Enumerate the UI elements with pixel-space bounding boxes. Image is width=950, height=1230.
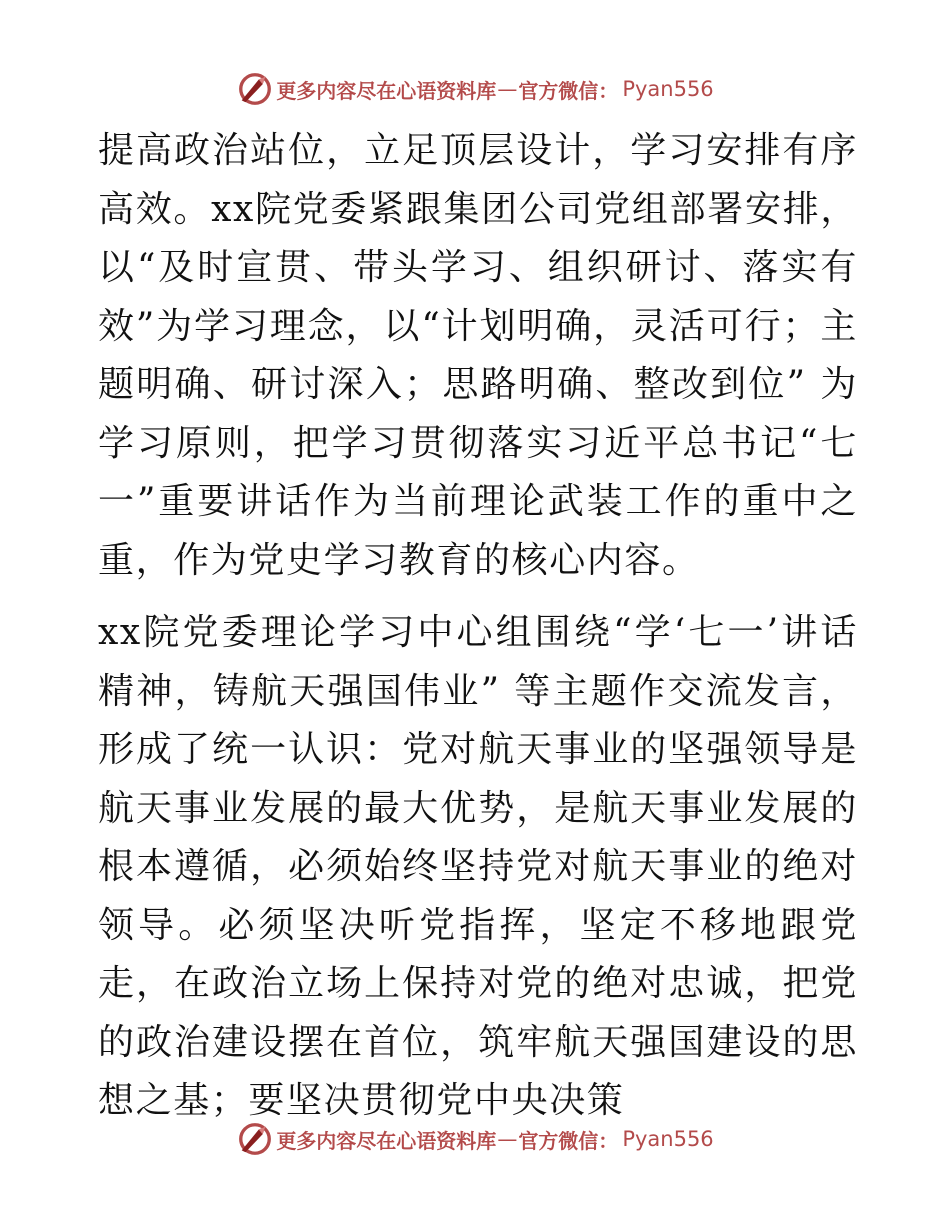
watermark-dash: — <box>497 1127 518 1151</box>
header-watermark <box>0 67 950 111</box>
pen-logo-icon <box>236 1120 274 1158</box>
watermark-wechat-id: Pyan556 <box>622 1127 714 1151</box>
watermark-text: 更多内容尽在心语资料库 <box>276 1128 497 1153</box>
watermark-wechat-label: 官方微信： <box>518 78 619 103</box>
document-body <box>98 122 858 1131</box>
paragraph-1: 提高政治站位，立足顶层设计，学习安排有序高效。xx院党委紧跟集团公司党组部署安排，以“及时宣贯、带头学习、组织研讨、落实有效”为学习理念，以“计划明确，灵活可行；主题明确、研讨深入；思路明确、整改到位” 为学习原则，把学习贯彻落实习近平总书记“七一”重要讲话作为当前理论武装工作的重中之重，作为党史学习教育的核心内容。 <box>98 130 858 581</box>
watermark-text: 更多内容尽在心语资料库 <box>276 78 497 103</box>
watermark-wechat-id: Pyan556 <box>622 77 714 101</box>
watermark-wechat-label: 官方微信： <box>518 1128 619 1153</box>
footer-watermark <box>0 1117 950 1161</box>
pen-logo-icon <box>236 70 274 108</box>
watermark-dash: — <box>497 77 518 101</box>
paragraph-2: xx院党委理论学习中心组围绕“学‘七一’讲话精神，铸航天强国伟业” 等主题作交流发言，形成了统一认识：党对航天事业的坚强领导是航天事业发展的最大优势，是航天事业发展的根本遵循，必须始终坚持党对航天事业的绝对领导。必须坚决听党指挥，坚定不移地跟党走，在政治立场上保持对党的绝对忠诚，把党的政治建设摆在首位，筑牢航天强国建设的思想之基；要坚决贯彻党中央决策 <box>98 612 858 1121</box>
